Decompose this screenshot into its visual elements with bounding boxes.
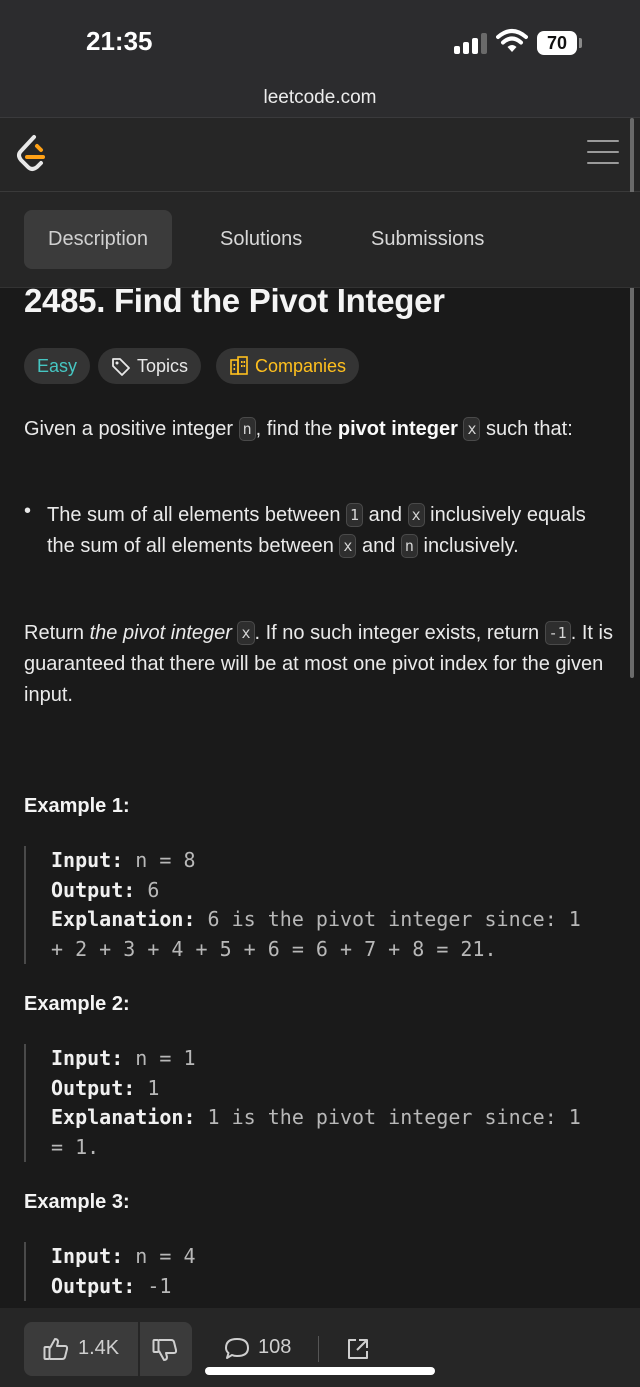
like-count[interactable]: 1.4K: [78, 1337, 120, 1359]
thumbs-up-icon[interactable]: [43, 1337, 69, 1361]
building-icon: [229, 356, 249, 376]
status-time: 21:35: [86, 26, 153, 56]
inline-code: x: [237, 621, 254, 645]
companies-button[interactable]: Companies: [216, 348, 359, 384]
topics-button[interactable]: Topics: [98, 348, 201, 384]
vote-pill: [24, 1322, 192, 1376]
tag-icon: [111, 356, 131, 376]
example-3-block: Input: n = 4 Output: -1: [24, 1242, 620, 1301]
comment-count[interactable]: 108: [258, 1336, 292, 1358]
problem-bullet: The sum of all elements between 1 and x inclusively equals the sum of all elements between x and n inclusively.: [47, 504, 586, 557]
vote-divider: [138, 1322, 140, 1376]
problem-tabs: [0, 192, 640, 288]
inline-code: x: [408, 503, 425, 527]
cellular-signal-icon: [454, 32, 488, 54]
inline-code: 1: [346, 503, 363, 527]
hamburger-menu-icon[interactable]: [587, 140, 619, 168]
home-indicator[interactable]: [205, 1367, 435, 1375]
battery-tip: [579, 38, 582, 48]
problem-title: 2485. Find the Pivot Integer: [24, 282, 445, 319]
example-3-title: Example 3:: [24, 1191, 130, 1213]
problem-content: [24, 282, 620, 1298]
inline-code: n: [401, 534, 418, 558]
example-1-title: Example 1:: [24, 795, 130, 817]
status-bar: [0, 0, 640, 82]
example-2-title: Example 2:: [24, 993, 130, 1015]
example-1-block: Input: n = 8 Output: 6 Explanation: 6 is the pivot integer since: 1 + 2 + 3 + 4 + 5 + 6 = 6 + 7 + 8 = 21.: [24, 846, 620, 964]
problem-intro: Given a positive integer n , find the pivot integer x such that:: [24, 418, 573, 440]
tab-solutions[interactable]: Solutions: [220, 228, 303, 250]
comment-icon[interactable]: [224, 1337, 250, 1361]
problem-return: Return the pivot integer x . If no such integer exists, return -1 . It is guaranteed that there will be at most one pivot index for the given input.: [24, 622, 613, 706]
difficulty-badge[interactable]: Easy: [24, 348, 90, 384]
thumbs-down-icon[interactable]: [152, 1338, 178, 1362]
battery-icon: 70: [537, 31, 577, 55]
bottom-action-bar: [0, 1308, 640, 1387]
url-text: leetcode.com: [263, 87, 377, 108]
tab-description[interactable]: Description: [24, 210, 172, 269]
example-2-block: Input: n = 1 Output: 1 Explanation: 1 is the pivot integer since: 1 = 1.: [24, 1044, 620, 1162]
inline-code: x: [339, 534, 356, 558]
leetcode-logo-icon[interactable]: [14, 134, 50, 174]
site-header: [0, 118, 640, 192]
inline-code: x: [463, 417, 480, 441]
inline-code: -1: [545, 621, 571, 645]
inline-code: n: [239, 417, 256, 441]
url-bar[interactable]: [0, 82, 640, 118]
share-icon[interactable]: [346, 1337, 370, 1361]
wifi-icon: [496, 28, 528, 54]
bar-separator: [318, 1336, 319, 1362]
tab-submissions[interactable]: Submissions: [371, 228, 485, 250]
bullet-dot: •: [24, 500, 32, 522]
